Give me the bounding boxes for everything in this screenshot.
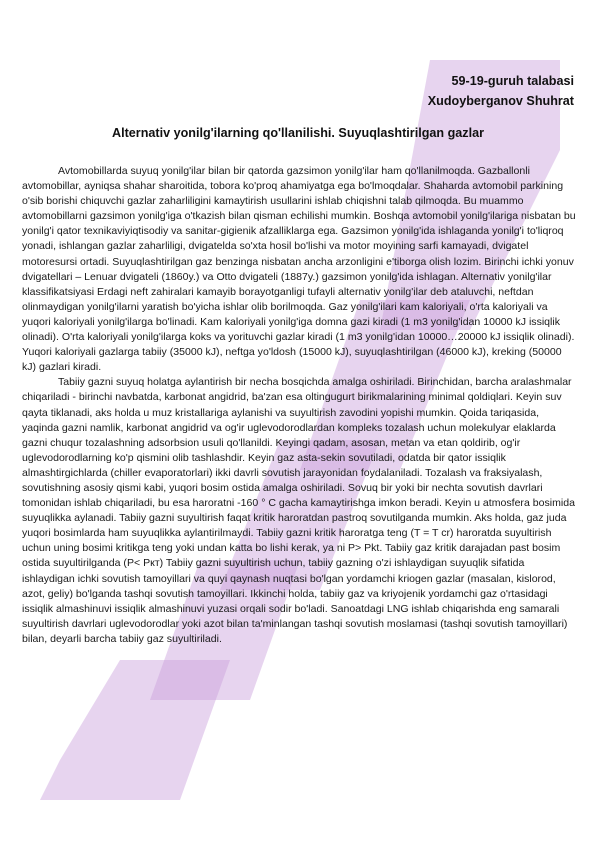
- author-group: 59-19-guruh talabasi: [451, 74, 574, 88]
- document-body: [22, 164, 578, 647]
- author-block: [428, 71, 574, 111]
- author-name: Xudoyberganov Shuhrat: [427, 94, 574, 108]
- watermark-stroke-5: [40, 660, 230, 800]
- document-title: Alternativ yonilg'ilarning qo'llanilishi. Suyuqlashtirilgan gazlar: [112, 126, 484, 140]
- paragraph-1: Avtomobillarda suyuq yonilg'ilar bilan bir qatorda gazsimon yonilg'ilar ham qo'llanilmoqda. Gazballonli avtomobillar, ayniqsa shahar sharoitida, tobora ko'proq ahamiyatga ega bo'lmoqdalar. Shaharda avtomobil parkining o'sib borishi chiquvchi gazlar zaharliligini kamaytirish usullarini ishlab chiqishni talab qilmoqda. Bu muammo avtomobillarni gazsimon yonilg'iga o'tkazish bilan qisman echilishi mumkin. Boshqa avtomobil yonilg'ilariga nisbatan bu yonilg'i qator texnikaviyiqtisodiy va sanitar-gigienik afzalliklarga ega. Gazsimon yonilg'ida ishlaganda yonilg'i to'liqroq yonadi, ishlangan gazlar zaharliligi, dvigatelda so'xta hosil bo'lishi va motor moyining sarfi kamayadi, dvigatel motoresursi ortadi. Suyuqlashtirilgan gaz benzinga nisbatan ancha arzonligini e'tiborga olish lozim. Birinchi ichki yonuv dvigatellari – Lenuar dvigateli (1860y.) va Otto dvigateli (1887y.) gazsimon yonilg'ida ishlagan. Alternativ yonilg'ilar klassifikatsiyasi Erdagi neft zahiralari kamayib borayotganligi tufayli alternativ yonilg'ilar deb ataluvchi, neftdan olinmaydigan yonilg'ilarni yaratish bo'yicha ishlar olib borilmoqda. Gaz yonilg'ilari kam kaloriyali, o'rta kaloriyali va yuqori kaloriyali yonilg'ilarga bo'linadi. Kam kaloriyali yonilg'iga domna gazi kiradi (1 m3 yonilg'idan 10000 kJ issiqlik olinadi). O'rta kaloriyali yonilg'ilarga koks va yorituvchi gazlar kiradi (1 m3 yonilg'idan 10000…20000 kJ issiqlik olinadi). Yuqori kaloriyali gazlarga tabiiy (35000 kJ), neftga yo'ldosh (15000 kJ), suyuqlashtirilgan (46000 kJ), kreking (50000 kJ) gazlari kiradi.: [22, 165, 576, 374]
- paragraph-2: Tabiiy gazni suyuq holatga aylantirish bir necha bosqichda amalga oshiriladi. Birinchidan, barcha aralashmalar chiqariladi - birinchi navbatda, karbonat angidrid, ba'zan esa oltingugurt birikmalarining minimal qoldiqlari. Keyin suv qayta tiklanadi, aks holda u muz kristallariga aylanishi va suyultirish zavodini yopishi mumkin. Qoida tariqasida, yaqinda gazni namlik, karbonat angidrid va og'ir uglevodorodlardan kompleks tozalash uchun molekulyar elaklarda gazni chuqur tozalashning adsorbsion usuli qo'llanildi. Keyingi qadam, asosan, metan va etan qoldirib, og'ir uglevodorodlarning ko'p qismini olib tashlashdir. Keyin gaz asta-sekin sovutiladi, odatda bir qator issiqlik almashtirgichlarda (chiller evaporatorlari) ikki davrli sovutish jarayonidan foydalaniladi. Tozalash va fraksiyalash, sovutishning asosiy qismi kabi, yuqori bosim ostida amalga oshiriladi. Sovuq bir yoki bir nechta sovutish davrlari tomonidan ishlab chiqariladi, bu esa haroratni -160 ° C gacha kamaytirishga imkon beradi. Keyin u atmosfera bosimida suyuqlikka aylanadi. Tabiiy gazni suyultirish faqat kritik haroratdan pastroq sovutilganda mumkin. Aks holda, gaz juda yuqori bosimlarda ham suyuqlikka aylantirilmaydi. Tabiiy gazni kritik haroratga teng (T = T cr) haroratda suyultirish uchun uning bosimi kritikga teng yoki undan katta bo lishi kerak, ya ni P> Pkt. Tabiiy gaz kritik darajadan past bosim ostida suyultirilganda (P< Pкт) Tabiiy gazni suyultirish uchun, tabiiy gazning o'zi ishlaydigan suyuqlik sifatida ishlaydigan ichki sovutish tamoyillari va quyi qaynash nuqtasi bo'lgan yordamchi kriogen gazlar (masalan, kislorod, azot, geliy) bo'lganda tashqi sovutish tamoyillari. Ikkinchi holda, tabiiy gaz va kriyojenik yordamchi gaz o'rtasidagi issiqlik almashinuvi issiqlik almashinuvi yuzasi orqali sodir bo'ladi. Sanoatdagi LNG ishlab chiqarishda eng samarali suyultirish davrlari uglevodorodlar yoki azot bilan ta'minlangan tashqi sovutish moslamasi (tashqi sovutish tamoyillari) bilan, deyarli barcha tabiiy gaz suyultiriladi.: [22, 376, 575, 645]
